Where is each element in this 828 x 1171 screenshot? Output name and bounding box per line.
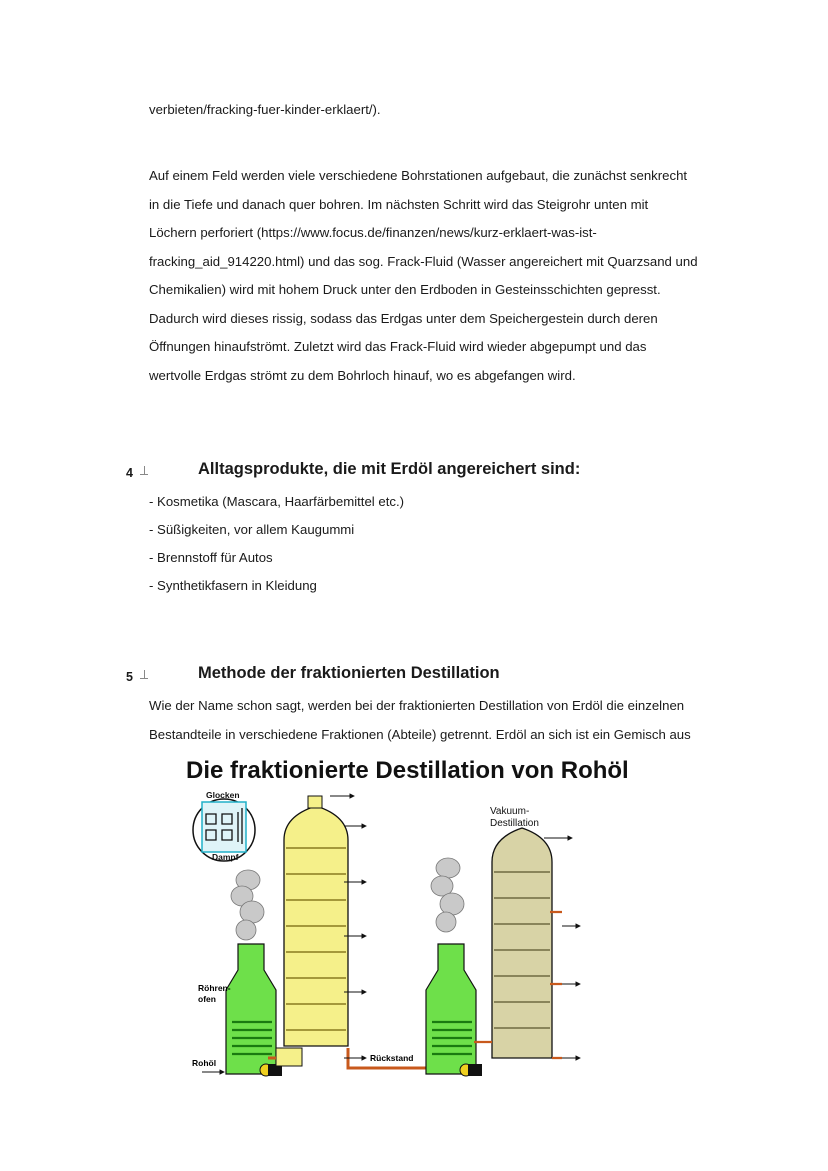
paragraph-line: Öffnungen hinaufströmt. Zuletzt wird das Frack-Fluid wird wieder abgepumpt und das [149, 339, 647, 354]
section-title: Alltagsprodukte, die mit Erdöl angereichert sind: [198, 460, 581, 478]
figure-title: Die fraktionierte Destillation von Rohöl [186, 757, 629, 784]
paragraph-line: Chemikalien) wird mit hohem Druck unter den Erdboden in Gesteinsschichten gepresst. [149, 282, 661, 297]
furnace-right [426, 944, 482, 1076]
residue-label: Rückstand [370, 1053, 414, 1063]
bubble-cap-inset [193, 790, 255, 862]
section-number: 4 [126, 466, 133, 480]
intro-line: verbieten/fracking-fuer-kinder-erklaert/). [149, 102, 381, 117]
paragraph-line: wertvolle Erdgas strömt zu dem Bohrloch hinauf, wo es abgefangen wird. [149, 367, 576, 383]
paragraph-line: Löchern perforiert (https://www.focus.de/finanzen/news/kurz-erklaert-was-ist- [149, 225, 597, 240]
paragraph-line: Auf einem Feld werden viele verschiedene Bohrstationen aufgebaut, die zunächst senkrecht [149, 168, 688, 183]
column-vacuum [474, 806, 562, 1058]
paragraph-line: Wie der Name schon sagt, werden bei der fraktionierten Destillation von Erdöl die einzelnen [149, 698, 685, 713]
paragraph-line: Dadurch wird dieses rissig, sodass das Erdgas unter dem Speichergestein durch deren [149, 310, 658, 326]
distillation-figure [180, 752, 650, 1088]
section-title: Methode der fraktionierten Destillation [198, 664, 500, 682]
furnace-label: ofen [198, 994, 216, 1004]
heading-marker-icon [140, 678, 148, 679]
list-item: - Kosmetika (Mascara, Haarfärbemittel etc.) [149, 494, 405, 509]
vacuum-title: Destillation [490, 818, 539, 829]
feed-label: Rohöl [192, 1058, 217, 1068]
paragraph-line: Bestandteile in verschiedene Fraktionen (Abteile) getrennt. Erdöl an sich ist ein Gemisch aus [149, 726, 691, 742]
paragraph-line: fracking_aid_914220.html) und das sog. Frack-Fluid (Wasser angereichert mit Quarzsand und [149, 253, 698, 269]
furnace-label: Röhren- [198, 983, 231, 993]
furnace-left [192, 944, 282, 1076]
list-item: - Süßigkeiten, vor allem Kaugummi [149, 522, 355, 537]
column-atmospheric [268, 796, 440, 1068]
heading-marker-icon [140, 474, 148, 475]
list-item: - Synthetikfasern in Kleidung [149, 578, 317, 593]
paragraph-line: in die Tiefe und danach quer bohren. Im nächsten Schritt wird das Steigrohr unten mit [149, 196, 649, 212]
inset-top-label: Glocken [206, 790, 240, 800]
section-number: 5 [126, 670, 133, 684]
list-item: - Brennstoff für Autos [149, 550, 273, 565]
vacuum-title: Vakuum- [490, 806, 530, 817]
inset-bottom-label: Dampf [212, 852, 239, 862]
